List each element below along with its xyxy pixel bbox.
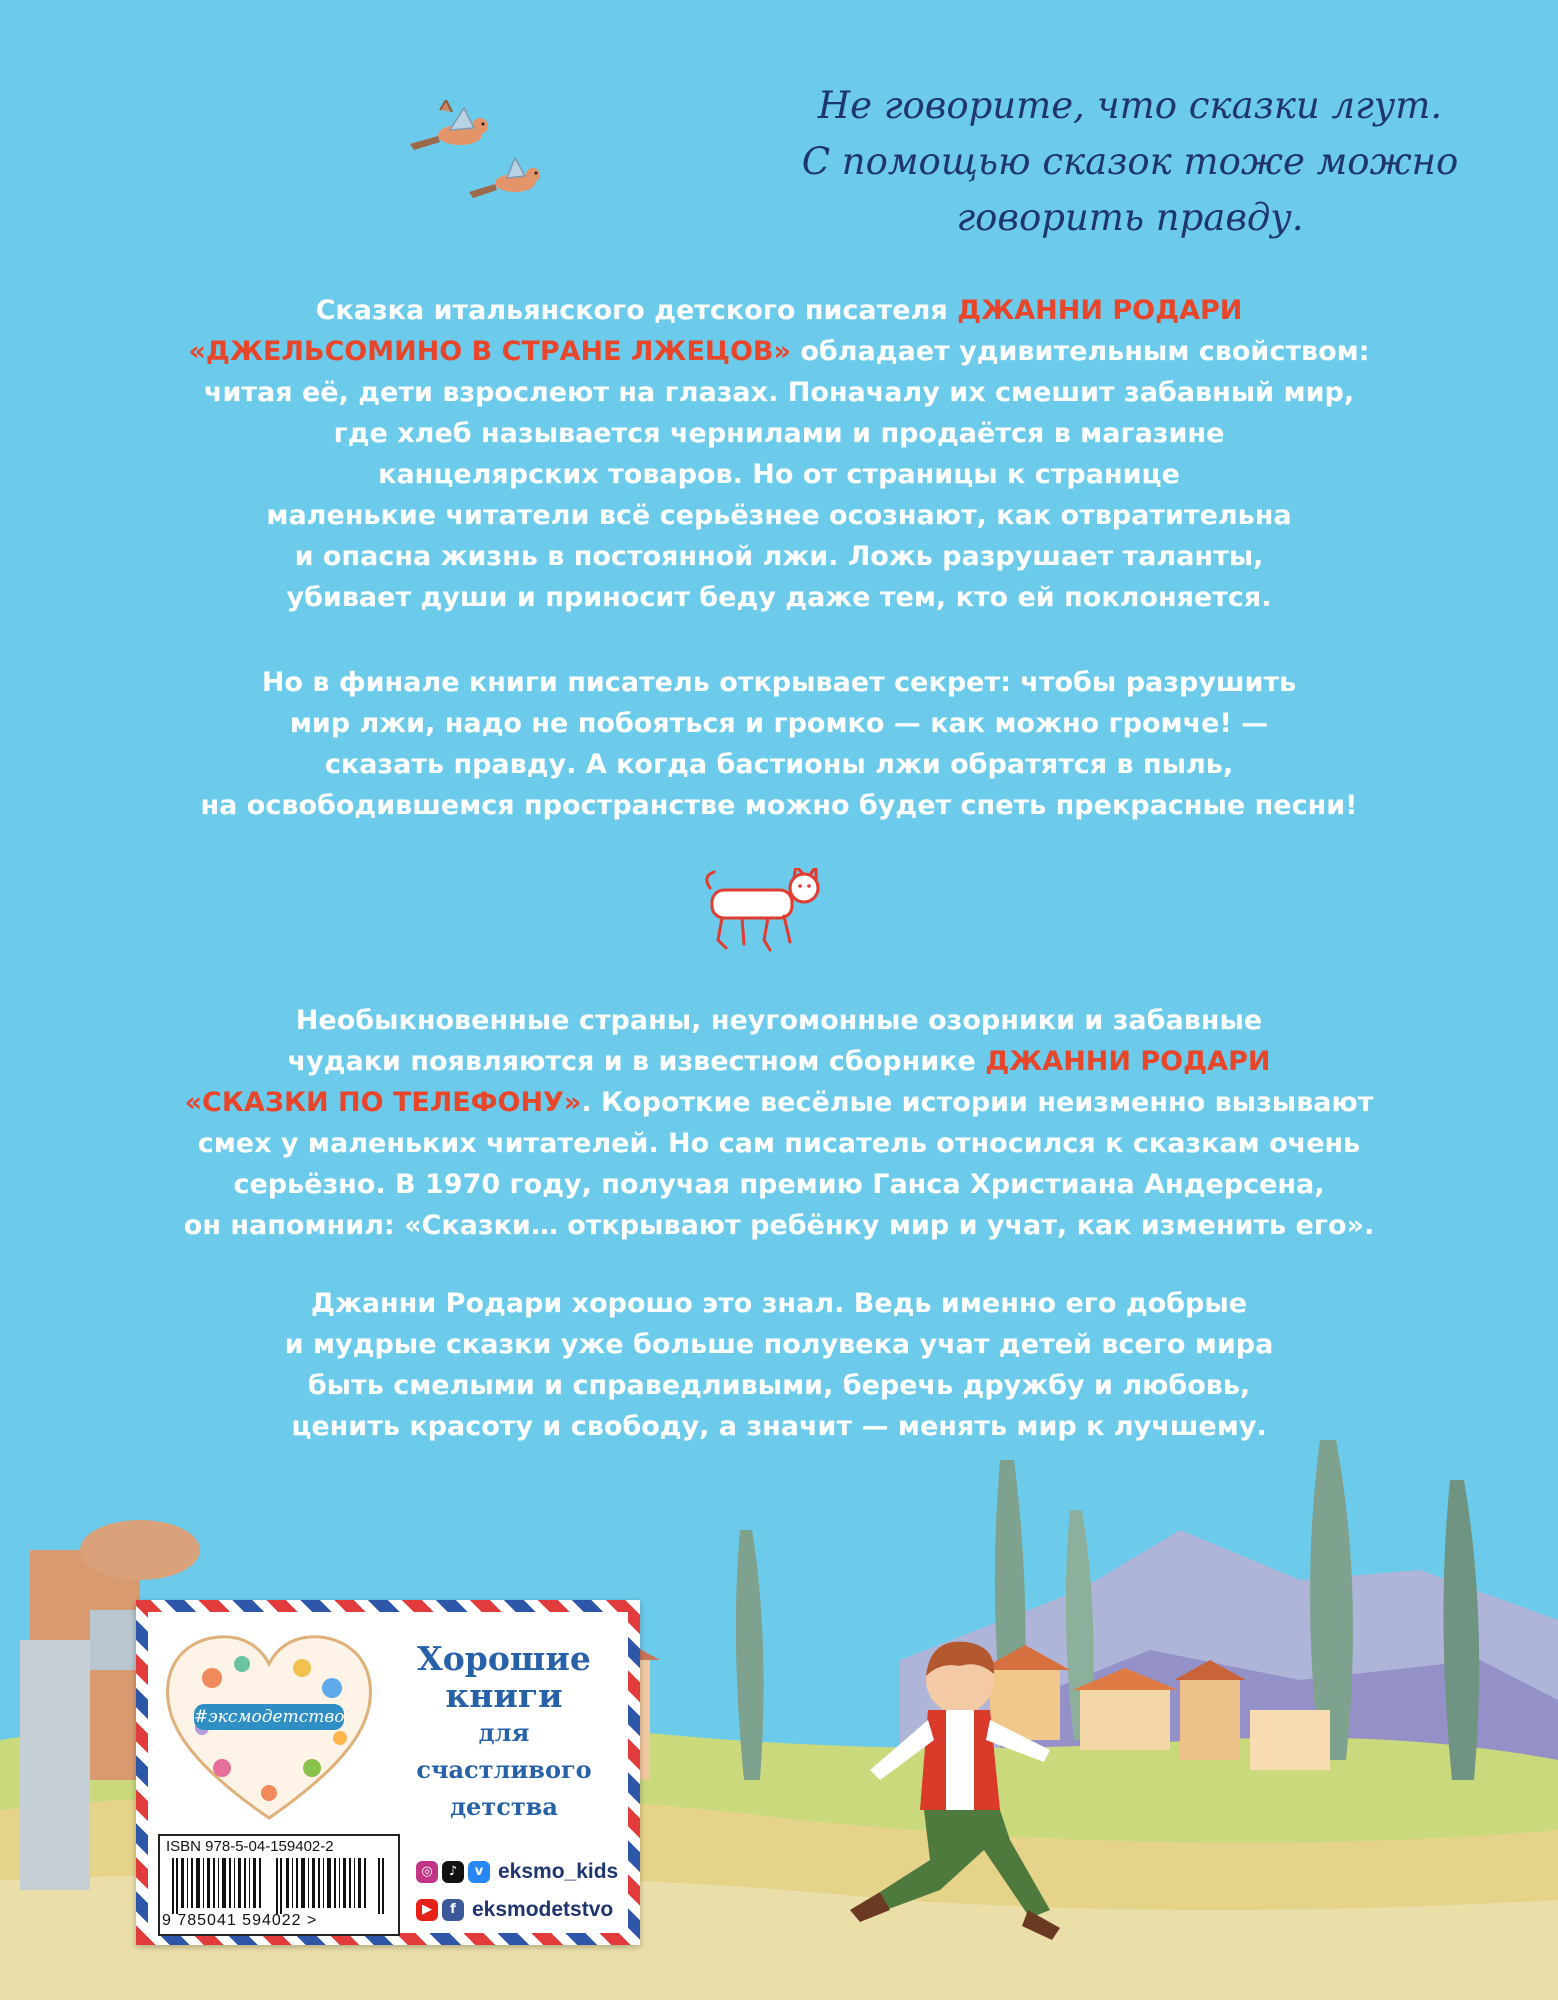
slogan-line: для счастливого [416, 1718, 592, 1784]
text-line: читая её, дети взрослеют на глазах. Поначалу их смешит забавный мир, [203, 377, 1355, 408]
text-line: Но в финале книги писатель открывает секрет: чтобы разрушить [261, 667, 1297, 698]
bird-icon [410, 100, 488, 150]
text-segment: . Короткие весёлые истории неизменно вызывают [581, 1087, 1374, 1118]
text-segment: Сказка итальянского детского писателя [315, 295, 948, 326]
slogan-line: Хорошие [417, 1639, 591, 1678]
text-line: где хлеб называется чернилами и продаётся в магазине [333, 418, 1225, 449]
barcode-bars [166, 1858, 392, 1914]
text-line [60, 1041, 1498, 1082]
text-line: быть смелыми и справедливыми, беречь дружбу и любовь, [307, 1370, 1251, 1401]
text-line: и опасна жизнь в постоянной лжи. Ложь разрушает таланты, [294, 541, 1264, 572]
cat-icon [700, 868, 830, 958]
author-name: ДЖАННИ РОДАРИ [985, 1046, 1271, 1077]
author-name: ДЖАННИ РОДАРИ [957, 295, 1243, 326]
text-line: канцелярских товаров. Но от страницы к странице [378, 459, 1180, 490]
description-paragraph-1 [60, 290, 1498, 618]
birds-illustration [400, 100, 570, 210]
text-line: мир лжи, надо не побояться и громко — как можно громче! — [289, 708, 1269, 739]
youtube-icon: ▶ [416, 1899, 438, 1921]
text-line: он напомнил: «Сказки… открывают ребёнку мир и учат, как изменить его». [183, 1210, 1375, 1241]
book-title: «СКАЗКИ ПО ТЕЛЕФОНУ» [184, 1087, 582, 1118]
barcode [158, 1834, 400, 1936]
tiktok-icon: ♪ [442, 1861, 464, 1883]
barcode-number: 9 785041 594022 > [162, 1912, 318, 1929]
description-paragraph-4 [60, 1283, 1498, 1447]
text-line: Необыкновенные страны, неугомонные озорники и забавные [295, 1005, 1263, 1036]
text-line: серьёзно. В 1970 году, получая премию Ганса Христиана Андерсена, [233, 1169, 1325, 1200]
text-segment: чудаки появляются и в известном сборнике [287, 1046, 976, 1077]
text-line [60, 331, 1498, 372]
quote-line: говорить правду. [956, 196, 1304, 239]
slogan-line: детства [450, 1792, 558, 1821]
publisher-card [136, 1600, 640, 1945]
description-paragraph-2 [60, 662, 1498, 826]
epigraph-quote [780, 78, 1480, 246]
text-line: Джанни Родари хорошо это знал. Ведь именно его добрые [310, 1288, 1248, 1319]
bird-icon [469, 158, 540, 198]
social-row-detstvo [416, 1896, 613, 1924]
description-paragraph-3 [60, 1000, 1498, 1246]
text-line: смех у маленьких читателей. Но сам писатель относился к сказкам очень [197, 1128, 1361, 1159]
text-line [60, 290, 1498, 331]
vk-icon: v [468, 1861, 490, 1883]
social-handle: eksmo_kids [498, 1860, 619, 1883]
text-line: и мудрые сказки уже больше полувека учат детей всего мира [284, 1329, 1274, 1360]
text-line: сказать правду. А когда бастионы лжи обратятся в пыль, [324, 749, 1234, 780]
instagram-icon: ◎ [416, 1861, 438, 1883]
text-line: маленькие читатели всё серьёзнее осознают, как отвратительна [266, 500, 1292, 531]
quote-line: Не говорите, что сказки лгут. [817, 84, 1443, 127]
quote-line: С помощью сказок тоже можно [801, 140, 1459, 183]
text-segment: обладает удивительным свойством: [800, 336, 1370, 367]
text-line [60, 1082, 1498, 1123]
book-title: «ДЖЕЛЬСОМИНО В СТРАНЕ ЛЖЕЦОВ» [188, 336, 791, 367]
text-line: на освободившемся пространстве можно будет спеть прекрасные песни! [200, 790, 1358, 821]
hashtag-label: #эксмодетство [194, 1704, 344, 1730]
publisher-slogan [388, 1640, 620, 1825]
slogan-line: книги [445, 1676, 563, 1715]
text-line: ценить красоту и свободу, а значит — менять мир к лучшему. [291, 1411, 1267, 1442]
facebook-icon: f [442, 1899, 464, 1921]
social-handle: eksmodetstvo [472, 1898, 614, 1921]
isbn-label: ISBN 978-5-04-159402-2 [166, 1838, 334, 1855]
social-row-kids [416, 1858, 618, 1886]
text-line: убивает души и приносит беду даже тем, кто ей поклоняется. [286, 582, 1272, 613]
